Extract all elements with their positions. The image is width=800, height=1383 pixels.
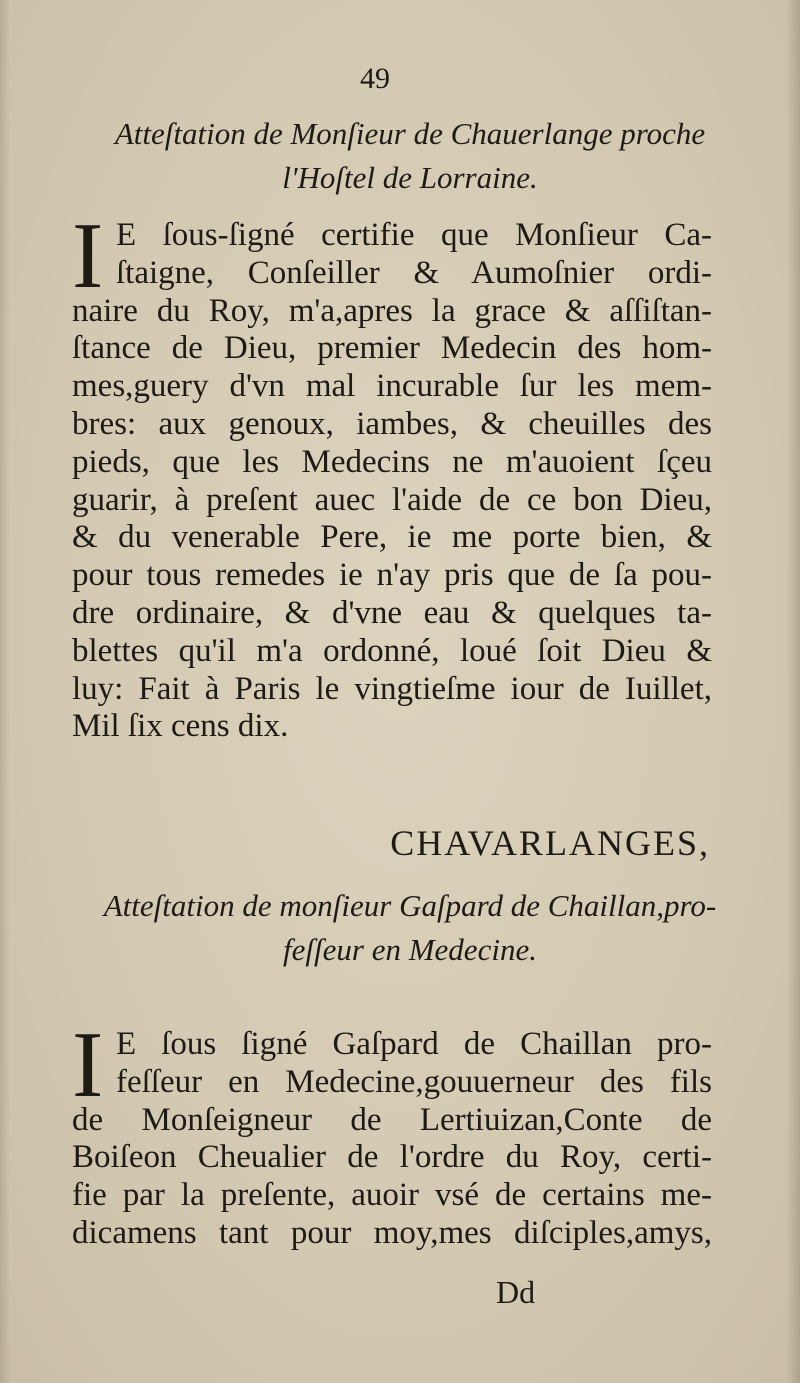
page-edge-left (0, 0, 10, 1383)
text-line: blettes qu'il m'a ordonné, loué ſoit Dieu & (72, 632, 712, 669)
text-line: naire du Roy, m'a,apres la grace & aſſiſtan- (72, 292, 712, 329)
text-line: guarir, à preſent auec l'aide de ce bon Dieu, (72, 481, 712, 518)
text-line: pieds, que les Medecins ne m'auoient ſçeu (72, 443, 712, 480)
catchword: Dd (496, 1274, 536, 1310)
text-line: mes,guery d'vn mal incurable ſur les mem- (72, 368, 712, 405)
heading-line: l'Hoſtel de Lorraine. (282, 160, 538, 195)
page-edge-right (786, 0, 800, 1383)
text-line: luy: Fait à Paris le vingtieſme iour de Iuillet, (72, 670, 712, 707)
page-number: 49 (360, 62, 390, 95)
attestation-body-chaillan (72, 1013, 712, 1253)
text-line: E ſous-ſigné certifie que Monſieur Ca- (116, 217, 712, 253)
text-line: feſſeur en Medecine,gouuerneur des fils (116, 1063, 712, 1100)
heading-line: feſſeur en Medecine. (283, 932, 537, 967)
text-line: dre ordinaire, & d'vne eau & quelques ta- (72, 594, 712, 631)
attestation-body-chauerlange (72, 204, 712, 746)
text-line: bres: aux genoux, iambes, & cheuilles des (72, 405, 712, 442)
drop-cap: I (72, 1013, 104, 1117)
text-line: fie par la preſente, auoir vsé de certains me- (72, 1177, 712, 1214)
text-line: pour tous remedes ie n'ay pris que de ſa pou- (72, 557, 712, 594)
attestation-heading-chauerlange (70, 112, 750, 200)
text-line: & du venerable Pere, ie me porte bien, & (72, 519, 712, 556)
heading-line: Atteſtation de monſieur Gaſpard de Chaillan,pro- (103, 888, 717, 923)
text-line: E ſous ſigné Gaſpard de Chaillan pro- (116, 1026, 712, 1062)
text-line: Mil ſix cens dix. (72, 708, 289, 745)
text-line: ſtaigne, Conſeiller & Aumoſnier ordi- (116, 254, 712, 291)
signature: CHAVARLANGES, (390, 823, 710, 863)
text-line: Boiſeon Cheualier de l'ordre du Roy, certi- (72, 1139, 712, 1176)
attestation-heading-chaillan (70, 884, 750, 972)
text-line: ſtance de Dieu, premier Medecin des hom- (72, 330, 712, 367)
text-line: dicamens tant pour moy,mes diſciples,amys, (72, 1214, 712, 1251)
heading-line: Atteſtation de Monſieur de Chauerlange proche (114, 116, 706, 151)
text-line: de Monſeigneur de Lertiuizan,Conte de (72, 1101, 712, 1138)
drop-cap: I (72, 204, 104, 308)
